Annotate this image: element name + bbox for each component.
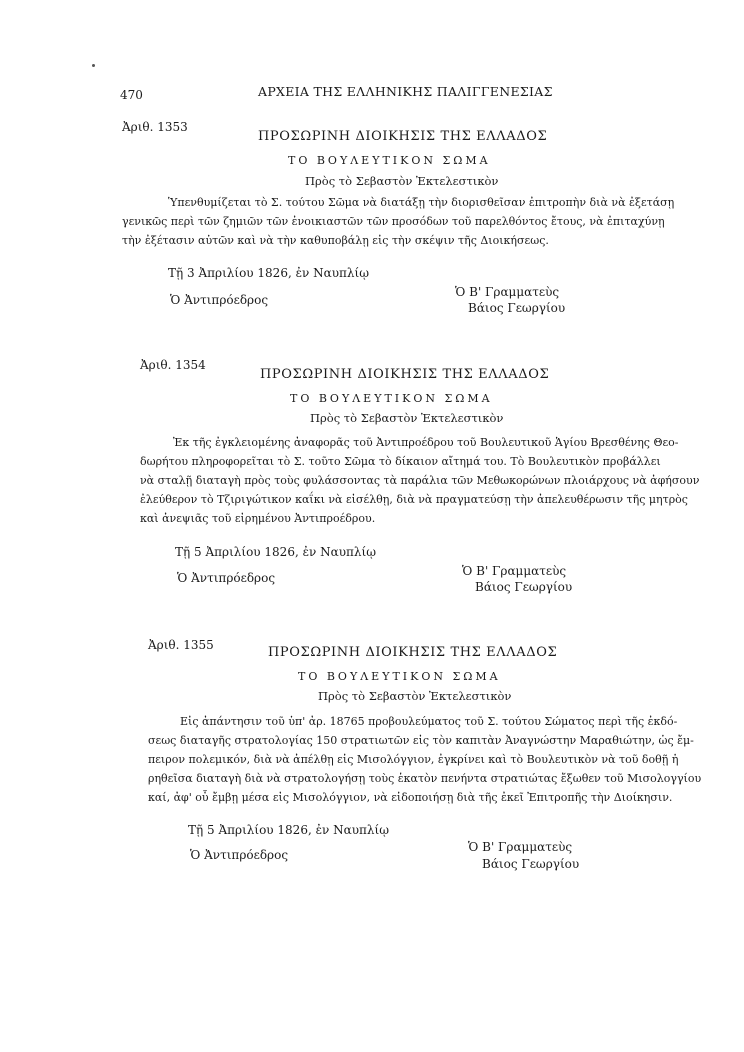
body-line: νὰ σταλῇ διαταγὴ πρὸς τοὺς φυλάσσοντας τὰ παράλια τῶν Μεθωκορώνων πλοιάρχους νὰ ἀφήσουν [140, 474, 700, 487]
document-recipient: Πρὸς τὸ Σεβαστὸν Ἐκτελεστικὸν [310, 411, 504, 425]
document-subheading: ΤΟ ΒΟΥΛΕΥΤΙΚΟΝ ΣΩΜΑ [298, 670, 501, 683]
body-line: ἐλεύθερον τὸ Τζιριγώτικον καΐκι νὰ εἰσέλθῃ, διὰ νὰ πραγματεύσῃ τὴν ἀπελευθέρωσιν τῆς μητρὸς [140, 493, 688, 506]
body-line: πειρον πολεμικόν, διὰ νὰ ἀπέλθῃ εἰς Μισολόγγιον, ἐγκρίνει καὶ τὸ Βουλευτικὸν νὰ τοῦ δοθῇ ἡ [148, 753, 679, 766]
secretary-title: Ὁ Β' Γραμματεὺς [455, 285, 560, 299]
document-number: Ἀριθ. 1355 [148, 638, 214, 652]
body-line: ρηθεῖσα διαταγὴ διὰ νὰ στρατολογήσῃ τοὺς ἑκατὸν πενήντα στρατιώτας ἔξωθεν τοῦ Μισολογγίου [148, 772, 702, 785]
document-date: Τῇ 5 Ἀπριλίου 1826, ἐν Ναυπλίῳ [175, 545, 377, 559]
document-heading: ΠΡΟΣΩΡΙΝΗ ΔΙΟΙΚΗΣΙΣ ΤΗΣ ΕΛΛΑΔΟΣ [258, 129, 548, 144]
body-line: σεως διαταγῆς στρατολογίας 150 στρατιωτῶν εἰς τὸν καπιτὰν Ἀναγνώστην Μαραθιώτην, ὡς ἔμ- [148, 734, 694, 747]
document-recipient: Πρὸς τὸ Σεβαστὸν Ἐκτελεστικὸν [318, 689, 512, 703]
scan-speck [92, 64, 95, 67]
secretary-title: Ὁ Β' Γραμματεὺς [462, 564, 567, 578]
document-date: Τῇ 5 Ἀπριλίου 1826, ἐν Ναυπλίῳ [188, 823, 390, 837]
body-line: δωρήτου πληροφορεῖται τὸ Σ. τοῦτο Σῶμα τὸ δίκαιον αἴτημά του. Τὸ Βουλευτικὸν προβάλλει [140, 455, 661, 468]
document-recipient: Πρὸς τὸ Σεβαστὸν Ἐκτελεστικὸν [305, 174, 499, 188]
running-header: ΑΡΧΕΙΑ ΤΗΣ ΕΛΛΗΝΙΚΗΣ ΠΑΛΙΓΓΕΝΕΣΙΑΣ [258, 84, 553, 99]
document-subheading: ΤΟ ΒΟΥΛΕΥΤΙΚΟΝ ΣΩΜΑ [288, 154, 491, 167]
document-number: Ἀριθ. 1353 [122, 120, 188, 134]
body-line: γενικῶς περὶ τῶν ζημιῶν τῶν ἐνοικιαστῶν τῶν προσόδων τοῦ παρελθόντος ἔτους, νὰ ἐπιταχύνῃ [122, 215, 665, 228]
document-heading: ΠΡΟΣΩΡΙΝΗ ΔΙΟΙΚΗΣΙΣ ΤΗΣ ΕΛΛΑΔΟΣ [260, 367, 550, 382]
document-date: Τῇ 3 Ἀπριλίου 1826, ἐν Ναυπλίῳ [168, 266, 370, 280]
body-line: Εἰς ἀπάντησιν τοῦ ὑπ' ἀρ. 18765 προβουλεύματος τοῦ Σ. τούτου Σώματος περὶ τῆς ἐκδό- [180, 715, 678, 728]
secretary-name: Βάιος Γεωργίου [475, 580, 573, 594]
body-line: Ὑπενθυμίζεται τὸ Σ. τούτου Σῶμα νὰ διατάξῃ τὴν διορισθεῖσαν ἐπιτροπὴν διὰ νὰ ἐξετάσῃ [168, 196, 675, 209]
secretary-title: Ὁ Β' Γραμματεὺς [468, 840, 573, 854]
body-line: καὶ ἀνεψιᾶς τοῦ εἰρημένου Ἀντιπροέδρου. [140, 512, 376, 525]
document-subheading: ΤΟ ΒΟΥΛΕΥΤΙΚΟΝ ΣΩΜΑ [290, 392, 493, 405]
vice-president-signature: Ὁ Ἀντιπρόεδρος [177, 571, 276, 585]
page-number: 470 [120, 88, 143, 102]
body-line: τὴν ἐξέτασιν αὐτῶν καὶ νὰ τὴν καθυποβάλῃ εἰς τὴν σκέψιν τῆς Διοικήσεως. [122, 234, 549, 247]
body-line: καί, ἀφ' οὗ ἔμβῃ μέσα εἰς Μισολόγγιον, νὰ εἰδοποιήσῃ διὰ τῆς ἐκεῖ Ἐπιτροπῆς τὴν Διοίκησιν. [148, 791, 673, 804]
secretary-name: Βάιος Γεωργίου [482, 857, 580, 871]
secretary-name: Βάιος Γεωργίου [468, 301, 566, 315]
document-heading: ΠΡΟΣΩΡΙΝΗ ΔΙΟΙΚΗΣΙΣ ΤΗΣ ΕΛΛΑΔΟΣ [268, 645, 558, 660]
vice-president-signature: Ὁ Ἀντιπρόεδρος [170, 293, 269, 307]
vice-president-signature: Ὁ Ἀντιπρόεδρος [190, 848, 289, 862]
document-number: Ἀριθ. 1354 [140, 358, 206, 372]
body-line: Ἐκ τῆς ἐγκλειομένης ἀναφορᾶς τοῦ Ἀντιπροέδρου τοῦ Βουλευτικοῦ Ἁγίου Βρεσθένης Θεο- [173, 436, 679, 449]
